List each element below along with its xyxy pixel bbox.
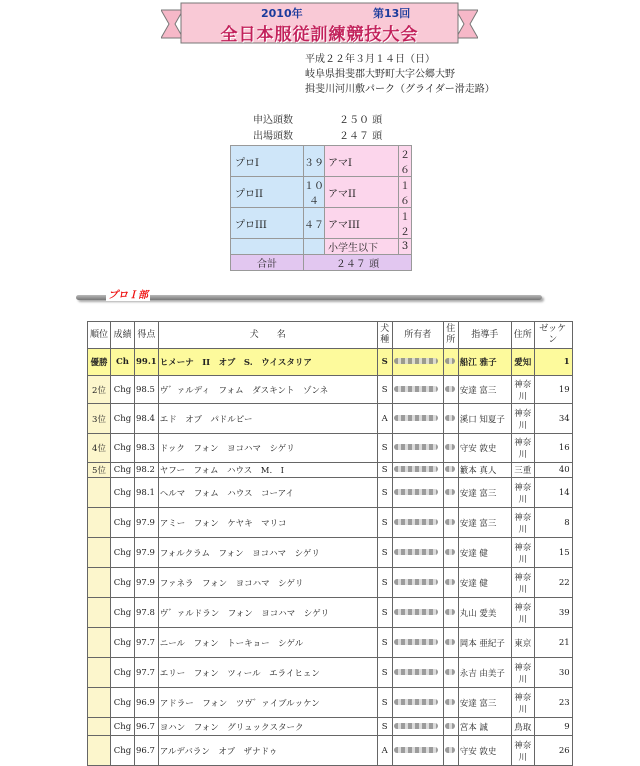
redacted-text xyxy=(394,519,438,525)
row-dog-name: アドラー フォン ツヴ゛ァイブルッケン xyxy=(158,688,377,718)
row-trainer: 宮本 誠 xyxy=(458,718,511,736)
row-score: 98.1 xyxy=(135,478,159,508)
row-number: 15 xyxy=(534,538,572,568)
row-breed: S xyxy=(377,538,392,568)
event-venue: 揖斐川河川敷パーク（グライダー滑走路） xyxy=(305,84,495,95)
row-pref: 神奈川 xyxy=(511,688,534,718)
row-owner-address xyxy=(443,463,458,478)
redacted-text xyxy=(394,415,438,421)
redacted-text xyxy=(394,386,438,392)
row-trainer: 守安 敦史 xyxy=(458,434,511,463)
row-grade: Chg xyxy=(111,688,135,718)
ama-count: １２ xyxy=(399,208,412,239)
redacted-text xyxy=(394,747,438,753)
row-trainer: 安達 健 xyxy=(458,538,511,568)
pro-count xyxy=(304,239,325,255)
row-trainer: 溪口 知夏子 xyxy=(458,404,511,434)
redacted-text xyxy=(445,466,455,472)
redacted-text xyxy=(445,549,455,555)
row-owner-address xyxy=(443,736,458,766)
pro-class: プロIII xyxy=(231,208,304,239)
summary-total-row xyxy=(231,255,412,271)
row-owner xyxy=(392,538,443,568)
row-pref: 神奈川 xyxy=(511,376,534,404)
table-row xyxy=(88,598,573,628)
row-owner-address xyxy=(443,376,458,404)
row-dog-name: ニール フォン トーキョー シゲル xyxy=(158,628,377,658)
row-owner-address xyxy=(443,568,458,598)
row-dog-name: エド オブ パドルピー xyxy=(158,404,377,434)
row-number: 8 xyxy=(534,508,572,538)
table-row xyxy=(88,478,573,508)
row-dog-name: ヘルマ フォム ハウス コーアイ xyxy=(158,478,377,508)
row-owner-address xyxy=(443,404,458,434)
row-number: 26 xyxy=(534,736,572,766)
summary-row xyxy=(231,177,412,208)
summary-row xyxy=(231,208,412,239)
redacted-text xyxy=(445,609,455,615)
title-banner xyxy=(161,2,478,46)
pro-class xyxy=(231,239,304,255)
row-owner xyxy=(392,628,443,658)
row-owner-address xyxy=(443,658,458,688)
row-breed: A xyxy=(377,736,392,766)
row-pref: 神奈川 xyxy=(511,478,534,508)
row-rank xyxy=(88,538,111,568)
row-breed: S xyxy=(377,349,392,376)
pro-count: ３９ xyxy=(304,146,325,177)
col-rank: 順位 xyxy=(88,322,111,349)
row-rank xyxy=(88,568,111,598)
event-date: 平成２２年３月１４日（日） xyxy=(305,54,435,65)
row-number: 40 xyxy=(534,463,572,478)
row-rank xyxy=(88,658,111,688)
row-number: 21 xyxy=(534,628,572,658)
ama-count: １６ xyxy=(399,177,412,208)
row-dog-name: エリー フォン ツィール エライヒェン xyxy=(158,658,377,688)
row-grade: Chg xyxy=(111,736,135,766)
row-dog-name: フォルクラム フォン ヨコハマ シゲリ xyxy=(158,538,377,568)
entered-label: 出場頭数 xyxy=(253,131,293,142)
total-value: ２４７ 頭 xyxy=(304,255,412,271)
table-row xyxy=(88,628,573,658)
row-score: 97.9 xyxy=(135,508,159,538)
results-header-row xyxy=(88,322,573,349)
summary-row xyxy=(231,239,412,255)
col-owner: 所有者 xyxy=(392,322,443,349)
row-grade: Chg xyxy=(111,376,135,404)
row-rank xyxy=(88,508,111,538)
row-breed: S xyxy=(377,718,392,736)
row-pref: 神奈川 xyxy=(511,404,534,434)
row-pref: 神奈川 xyxy=(511,736,534,766)
col-name: 犬 名 xyxy=(158,322,377,349)
pro-count: ４７ xyxy=(304,208,325,239)
row-breed: S xyxy=(377,508,392,538)
row-owner-address xyxy=(443,688,458,718)
row-owner-address xyxy=(443,718,458,736)
row-score: 96.9 xyxy=(135,688,159,718)
row-pref: 三重 xyxy=(511,463,534,478)
total-label: 合計 xyxy=(231,255,304,271)
row-number: 22 xyxy=(534,568,572,598)
row-rank xyxy=(88,598,111,628)
table-row xyxy=(88,434,573,463)
ama-class: アマIII xyxy=(325,208,399,239)
row-trainer: 岡本 亜紀子 xyxy=(458,628,511,658)
table-row xyxy=(88,658,573,688)
results-table xyxy=(87,321,573,766)
row-grade: Chg xyxy=(111,478,135,508)
banner-year: 2010年 xyxy=(261,7,303,20)
row-score: 98.4 xyxy=(135,404,159,434)
row-grade: Chg xyxy=(111,598,135,628)
col-breed: 犬種 xyxy=(377,322,392,349)
redacted-text xyxy=(394,699,438,705)
row-score: 97.9 xyxy=(135,538,159,568)
redacted-text xyxy=(445,386,455,392)
row-trainer: 永吉 由美子 xyxy=(458,658,511,688)
row-owner xyxy=(392,658,443,688)
row-number: 14 xyxy=(534,478,572,508)
row-number: 23 xyxy=(534,688,572,718)
class-summary-table xyxy=(230,145,412,271)
col-number: ゼッケン xyxy=(534,322,572,349)
row-grade: Chg xyxy=(111,463,135,478)
redacted-text xyxy=(445,415,455,421)
row-owner-address xyxy=(443,538,458,568)
row-score: 97.8 xyxy=(135,598,159,628)
applied-label: 申込頭数 xyxy=(253,115,293,126)
table-row xyxy=(88,376,573,404)
row-rank xyxy=(88,688,111,718)
row-grade: Chg xyxy=(111,718,135,736)
row-dog-name: ヤフー フォム ハウス M. I xyxy=(158,463,377,478)
row-dog-name: ヴ゛ァルディ フォム ダスキント ゾンネ xyxy=(158,376,377,404)
row-owner xyxy=(392,718,443,736)
row-score: 97.9 xyxy=(135,568,159,598)
row-number: 34 xyxy=(534,404,572,434)
table-row xyxy=(88,538,573,568)
table-row xyxy=(88,718,573,736)
summary-row xyxy=(231,146,412,177)
row-rank xyxy=(88,478,111,508)
redacted-text xyxy=(445,519,455,525)
row-owner-address xyxy=(443,628,458,658)
redacted-text xyxy=(394,579,438,585)
pro-class: プロII xyxy=(231,177,304,208)
row-owner xyxy=(392,434,443,463)
row-grade: Chg xyxy=(111,628,135,658)
winner-row xyxy=(88,349,573,376)
redacted-text xyxy=(394,444,438,450)
table-row xyxy=(88,508,573,538)
row-trainer: 安達 富三 xyxy=(458,376,511,404)
row-trainer: 安達 富三 xyxy=(458,508,511,538)
applied-value: ２５０ 頭 xyxy=(339,115,383,126)
row-owner xyxy=(392,598,443,628)
col-grade: 成績 xyxy=(111,322,135,349)
redacted-text xyxy=(445,444,455,450)
row-rank: 2位 xyxy=(88,376,111,404)
results-body xyxy=(88,349,573,766)
row-score: 98.3 xyxy=(135,434,159,463)
row-owner-address xyxy=(443,508,458,538)
row-score: 97.7 xyxy=(135,658,159,688)
row-trainer: 丸山 愛美 xyxy=(458,598,511,628)
row-grade: Chg xyxy=(111,538,135,568)
redacted-text xyxy=(445,747,455,753)
redacted-text xyxy=(394,669,438,675)
row-grade: Chg xyxy=(111,568,135,598)
row-dog-name: アルデバラン オブ ザナドゥ xyxy=(158,736,377,766)
row-pref: 東京 xyxy=(511,628,534,658)
table-row xyxy=(88,688,573,718)
banner-title: 全日本服従訓練競技大会 xyxy=(220,25,419,45)
row-owner xyxy=(392,376,443,404)
row-grade: Chg xyxy=(111,658,135,688)
row-number: 19 xyxy=(534,376,572,404)
row-rank xyxy=(88,718,111,736)
row-pref: 神奈川 xyxy=(511,508,534,538)
row-breed: S xyxy=(377,376,392,404)
row-rank: 4位 xyxy=(88,434,111,463)
row-breed: S xyxy=(377,598,392,628)
row-score: 99.1 xyxy=(135,349,159,376)
redacted-text xyxy=(394,549,438,555)
banner-edition: 第13回 xyxy=(373,7,411,20)
redacted-text xyxy=(445,699,455,705)
redacted-text xyxy=(445,579,455,585)
redacted-text xyxy=(394,609,438,615)
row-number: 39 xyxy=(534,598,572,628)
row-pref: 神奈川 xyxy=(511,658,534,688)
row-score: 98.2 xyxy=(135,463,159,478)
ama-class: アマII xyxy=(325,177,399,208)
row-grade: Chg xyxy=(111,404,135,434)
row-trainer: 船江 雅子 xyxy=(458,349,511,376)
row-breed: S xyxy=(377,628,392,658)
redacted-text xyxy=(445,489,455,495)
row-breed: S xyxy=(377,658,392,688)
row-score: 98.5 xyxy=(135,376,159,404)
col-owner-address: 住所 xyxy=(443,322,458,349)
row-breed: S xyxy=(377,434,392,463)
row-pref: 神奈川 xyxy=(511,568,534,598)
row-number: 30 xyxy=(534,658,572,688)
pro-class: プロI xyxy=(231,146,304,177)
row-dog-name: ドック フォン ヨコハマ シゲリ xyxy=(158,434,377,463)
ama-count: 3 xyxy=(399,239,412,255)
row-pref: 神奈川 xyxy=(511,538,534,568)
row-pref: 鳥取 xyxy=(511,718,534,736)
row-owner-address xyxy=(443,478,458,508)
row-owner-address xyxy=(443,598,458,628)
ama-class: アマI xyxy=(325,146,399,177)
row-dog-name: ヒメーナ II オブ S. ウイスタリア xyxy=(158,349,377,376)
row-breed: S xyxy=(377,568,392,598)
section-label: プロＩ部 xyxy=(106,286,150,301)
row-pref: 愛知 xyxy=(511,349,534,376)
table-row xyxy=(88,736,573,766)
row-dog-name: ヴ゛ァルドラン フォン ヨコハマ シゲリ xyxy=(158,598,377,628)
row-grade: Ch xyxy=(111,349,135,376)
redacted-text xyxy=(445,358,455,364)
row-trainer: 籔本 真人 xyxy=(458,463,511,478)
row-trainer: 安達 富三 xyxy=(458,688,511,718)
redacted-text xyxy=(394,358,438,364)
row-owner xyxy=(392,349,443,376)
row-breed: S xyxy=(377,688,392,718)
ama-class: 小学生以下 xyxy=(325,239,399,255)
row-owner xyxy=(392,404,443,434)
row-score: 96.7 xyxy=(135,736,159,766)
col-trainer: 指導手 xyxy=(458,322,511,349)
row-trainer: 安達 健 xyxy=(458,568,511,598)
redacted-text xyxy=(445,639,455,645)
redacted-text xyxy=(394,639,438,645)
row-rank xyxy=(88,736,111,766)
row-rank: 優勝 xyxy=(88,349,111,376)
row-trainer: 安達 富三 xyxy=(458,478,511,508)
row-breed: A xyxy=(377,404,392,434)
row-owner-address xyxy=(443,349,458,376)
row-number: 9 xyxy=(534,718,572,736)
row-dog-name: ファネラ フォン ヨコハマ シゲリ xyxy=(158,568,377,598)
table-row xyxy=(88,404,573,434)
row-trainer: 守安 敦史 xyxy=(458,736,511,766)
row-grade: Chg xyxy=(111,434,135,463)
row-pref: 神奈川 xyxy=(511,434,534,463)
row-score: 96.7 xyxy=(135,718,159,736)
ama-count: ２６ xyxy=(399,146,412,177)
row-breed: S xyxy=(377,478,392,508)
col-score: 得点 xyxy=(135,322,159,349)
redacted-text xyxy=(394,466,438,472)
row-owner-address xyxy=(443,434,458,463)
row-rank xyxy=(88,628,111,658)
entry-counts xyxy=(253,113,382,145)
row-owner xyxy=(392,736,443,766)
redacted-text xyxy=(445,669,455,675)
row-breed: S xyxy=(377,463,392,478)
row-pref: 神奈川 xyxy=(511,598,534,628)
row-grade: Chg xyxy=(111,508,135,538)
row-dog-name: アミー フォン ケヤキ マリコ xyxy=(158,508,377,538)
row-score: 97.7 xyxy=(135,628,159,658)
row-owner xyxy=(392,688,443,718)
event-info xyxy=(305,52,495,97)
row-owner xyxy=(392,568,443,598)
row-number: 16 xyxy=(534,434,572,463)
col-trainer-address: 住所 xyxy=(511,322,534,349)
section-header xyxy=(76,288,546,304)
row-number: 1 xyxy=(534,349,572,376)
table-row xyxy=(88,568,573,598)
row-owner xyxy=(392,478,443,508)
row-owner xyxy=(392,463,443,478)
entered-value: ２４７ 頭 xyxy=(339,131,383,142)
table-row xyxy=(88,463,573,478)
row-rank: 3位 xyxy=(88,404,111,434)
row-dog-name: ヨハン フォン グリュックスターク xyxy=(158,718,377,736)
pro-count: １０４ xyxy=(304,177,325,208)
redacted-text xyxy=(394,489,438,495)
event-address: 岐阜県揖斐郡大野町大字公郷大野 xyxy=(305,69,455,80)
row-owner xyxy=(392,508,443,538)
row-rank: 5位 xyxy=(88,463,111,478)
